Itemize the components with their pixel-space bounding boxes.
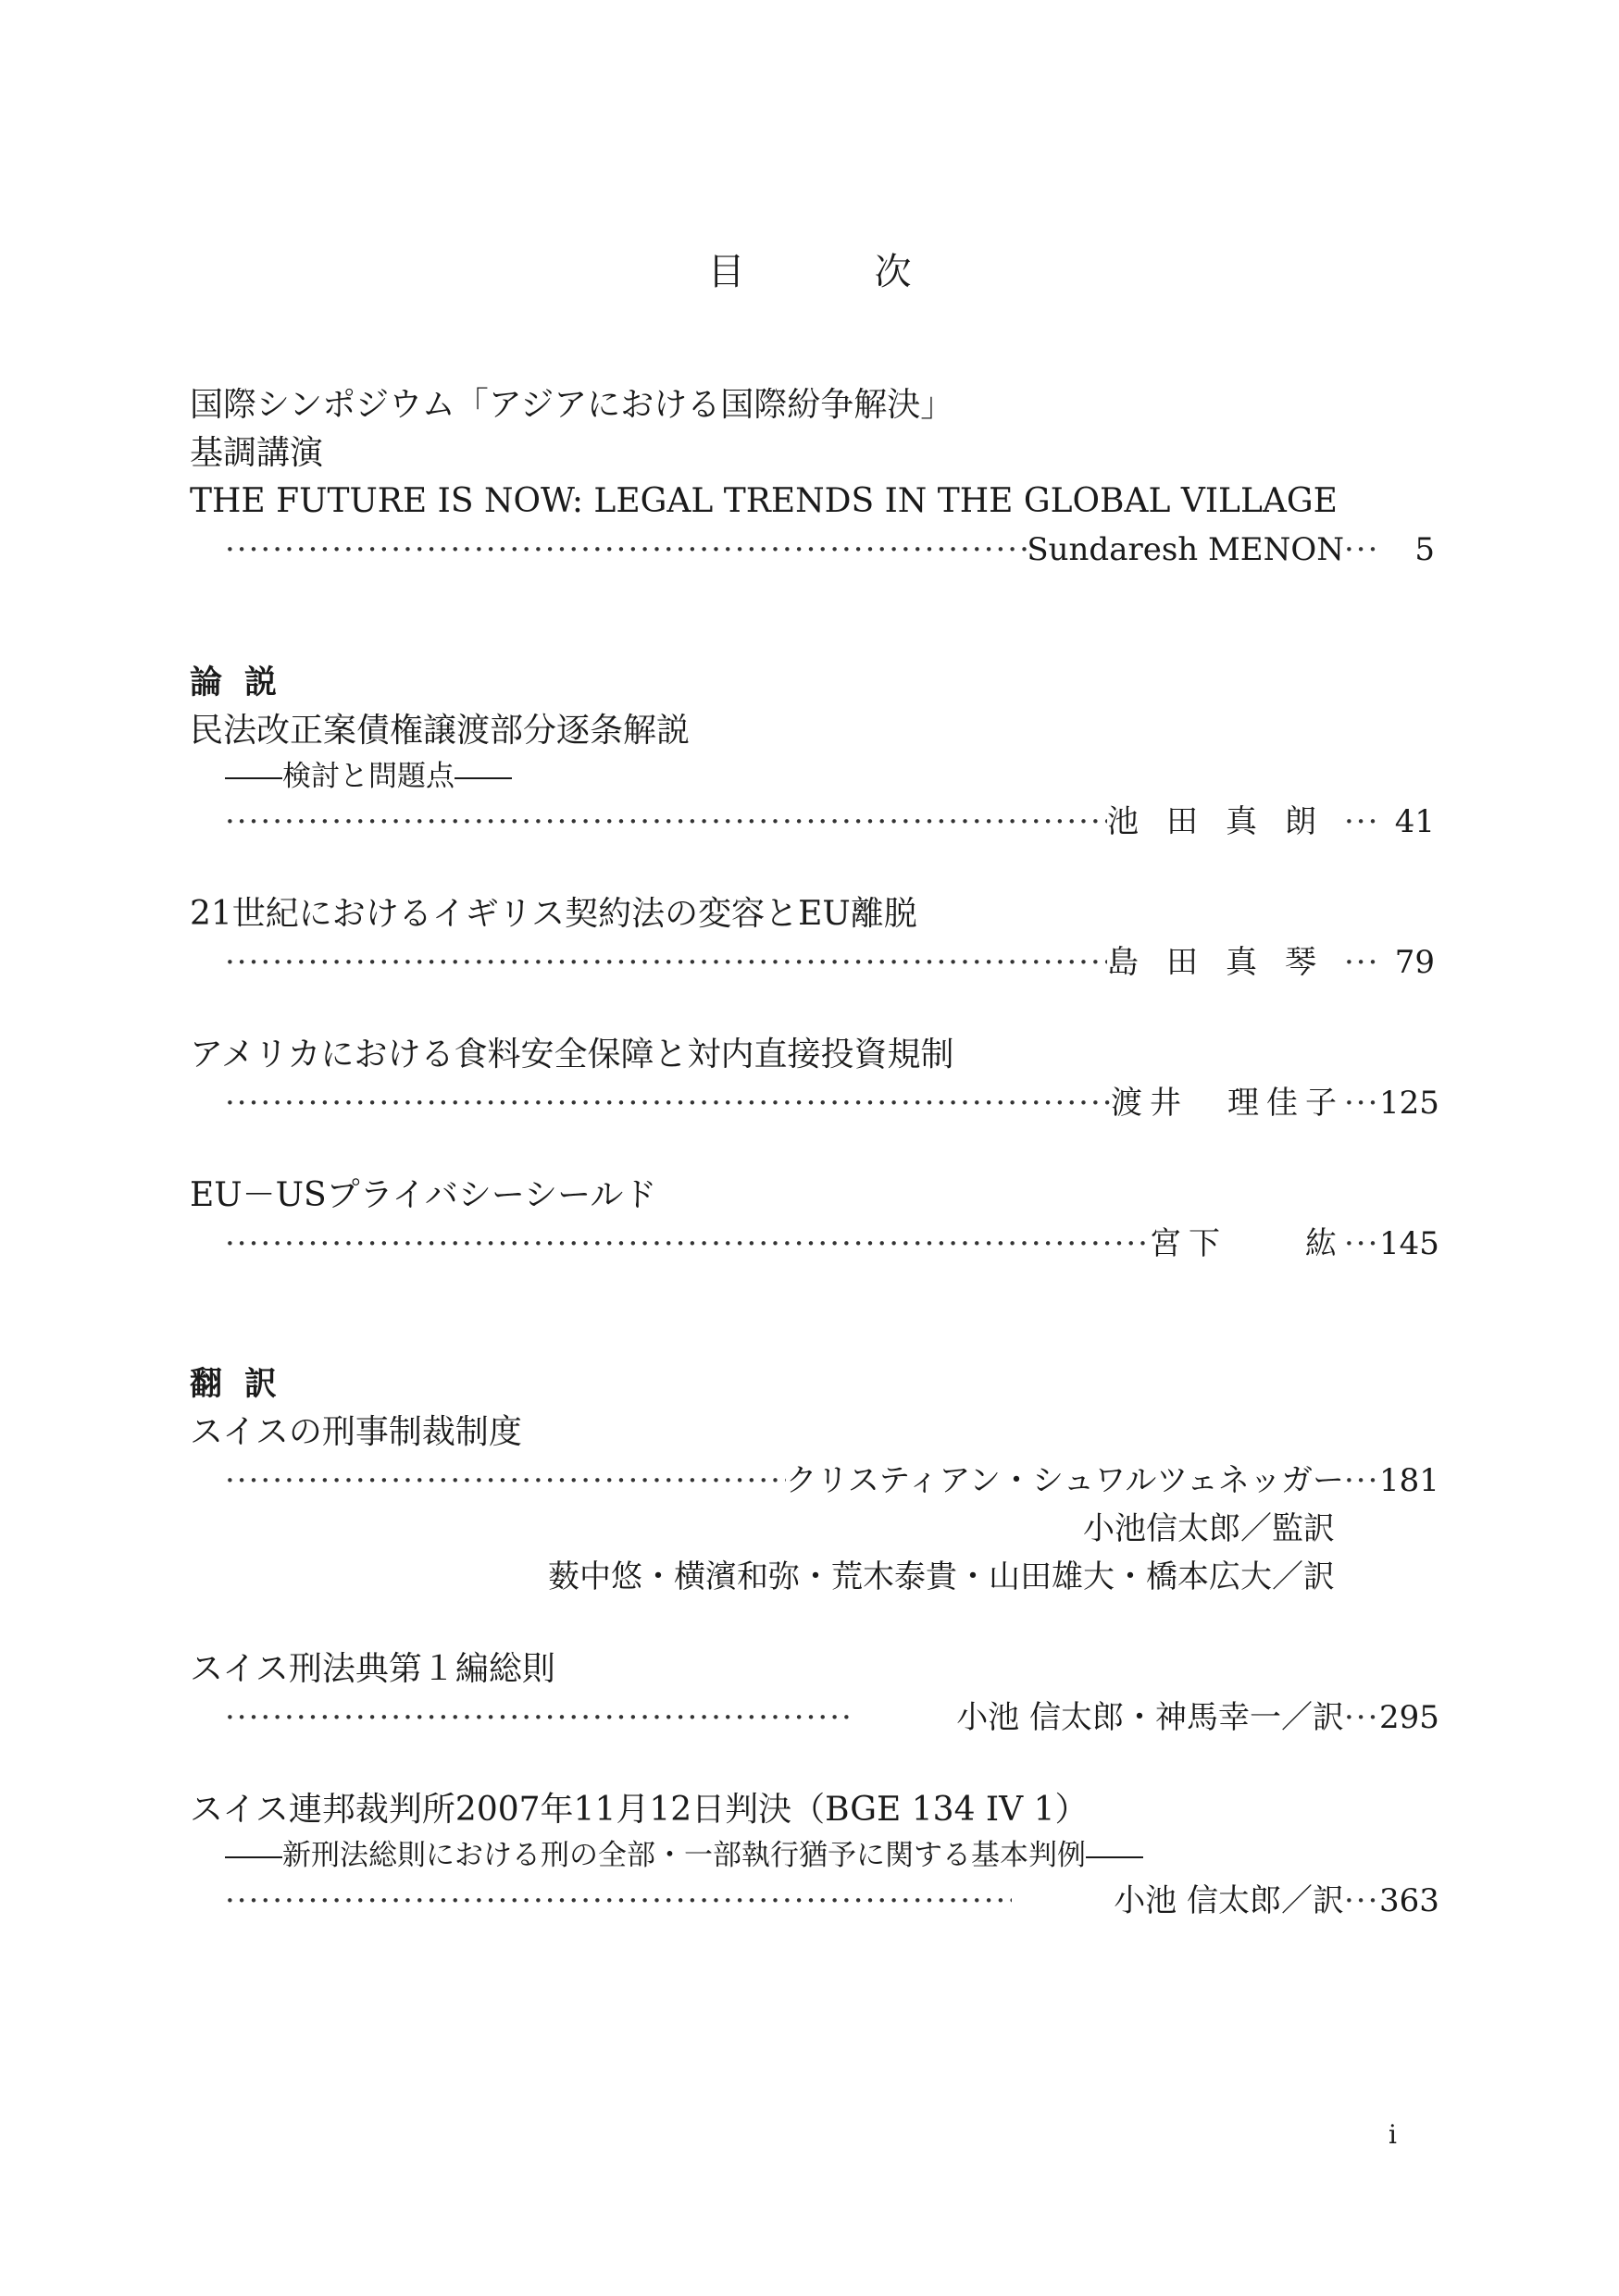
entry-title: 21世紀におけるイギリス契約法の変容とEU離脱 xyxy=(190,895,917,933)
dot-leader xyxy=(225,1220,1150,1268)
toc-entry[interactable] xyxy=(190,890,1435,987)
toc-entry-leader-row xyxy=(190,1877,1439,1925)
entry-author: 宮下 紘 xyxy=(1150,1225,1344,1262)
dot-leader-tail xyxy=(1344,798,1379,846)
entry-page: 5 xyxy=(1414,531,1435,568)
section-heading: 論説 xyxy=(190,664,300,701)
dot-leader-tail xyxy=(1344,1220,1379,1268)
toc-entry[interactable] xyxy=(190,707,1435,846)
entry-title: アメリカにおける食料安全保障と対内直接投資規制 xyxy=(190,1036,954,1074)
toc-entry-leader-row[interactable] xyxy=(190,526,1435,574)
entry-page: 363 xyxy=(1379,1882,1439,1919)
dot-leader xyxy=(225,938,1107,987)
entry-author: 島田真琴 xyxy=(1107,944,1344,981)
entry-author: Sundaresh MENON xyxy=(1027,531,1344,568)
dot-leader xyxy=(225,1457,786,1505)
entry-title: スイス刑法典第１編総則 xyxy=(190,1650,555,1688)
translators: 薮中悠・横濱和弥・荒木泰貴・山田雄大・橋本広大／訳 xyxy=(548,1558,1335,1595)
entry-subtitle: ――新刑法総則における刑の全部・一部執行猶予に関する基本判例―― xyxy=(225,1839,1143,1872)
entry-page: 295 xyxy=(1379,1699,1439,1736)
entry-page: 41 xyxy=(1394,803,1435,840)
entry-author: 渡井 理佳子 xyxy=(1111,1085,1344,1122)
toc-entry[interactable] xyxy=(190,1031,1439,1127)
toc-entry-leader-row xyxy=(190,1694,1439,1742)
symposium-heading: 国際シンポジウム「アジアにおける国際紛争解決」 xyxy=(190,386,954,424)
dot-leader-tail xyxy=(1344,1457,1379,1505)
entry-title: EU－USプライバシーシールド xyxy=(190,1176,657,1214)
dot-leader-tail xyxy=(1344,938,1379,987)
toc-entry-leader-row xyxy=(190,1079,1439,1127)
translation-supervisor: 小池信太郎／監訳 xyxy=(1083,1510,1335,1547)
dot-leader-tail xyxy=(1344,526,1379,574)
dot-leader xyxy=(225,526,1027,574)
ronsetsu-section xyxy=(190,659,1439,1268)
keynote-title: THE FUTURE IS NOW: LEGAL TRENDS IN THE GLOBAL VILLAGE xyxy=(190,482,1338,520)
entry-title: スイスの刑事制裁制度 xyxy=(190,1413,522,1451)
dot-leader-tail xyxy=(1344,1877,1379,1925)
dot-leader xyxy=(225,1694,854,1742)
toc-entry[interactable] xyxy=(190,1786,1439,1925)
entry-author: クリスティアン・シュワルツェネッガー xyxy=(785,1462,1344,1499)
honyaku-section xyxy=(190,1360,1439,1925)
toc-entry[interactable] xyxy=(190,1409,1439,1601)
entry-page: 79 xyxy=(1394,944,1435,981)
dot-leader xyxy=(225,1079,1111,1127)
toc-entry-leader-row xyxy=(190,1457,1439,1505)
entry-author: 小池 信太郎・神馬幸一／訳 xyxy=(956,1699,1344,1736)
dot-leader xyxy=(225,798,1107,846)
dot-leader-tail xyxy=(1344,1079,1379,1127)
toc-entry[interactable] xyxy=(190,1172,1439,1268)
entry-title: スイス連邦裁判所2007年11月12日判決（BGE 134 IV 1） xyxy=(190,1791,1089,1829)
toc-entry[interactable] xyxy=(190,1645,1439,1742)
toc-entry-leader-row xyxy=(190,1220,1439,1268)
entry-author: 池田真朗 xyxy=(1107,803,1344,840)
page-folio: i xyxy=(1389,2119,1397,2150)
entry-title: 民法改正案債権譲渡部分逐条解説 xyxy=(190,712,691,750)
toc-entry-leader-row xyxy=(190,798,1435,846)
section-heading: 翻訳 xyxy=(190,1366,300,1403)
keynote-heading: 基調講演 xyxy=(190,434,324,472)
symposium-section xyxy=(190,381,1435,574)
dot-leader xyxy=(225,1877,1012,1925)
entry-page: 145 xyxy=(1379,1225,1439,1262)
entry-subtitle: ――検討と問題点―― xyxy=(225,760,512,793)
entry-page: 125 xyxy=(1379,1085,1439,1122)
entry-page: 181 xyxy=(1379,1462,1439,1499)
page-title: 目 次 xyxy=(707,251,958,293)
entry-author: 小池 信太郎／訳 xyxy=(1114,1882,1344,1919)
dot-leader-tail xyxy=(1344,1694,1379,1742)
toc-entry-leader-row xyxy=(190,938,1435,987)
